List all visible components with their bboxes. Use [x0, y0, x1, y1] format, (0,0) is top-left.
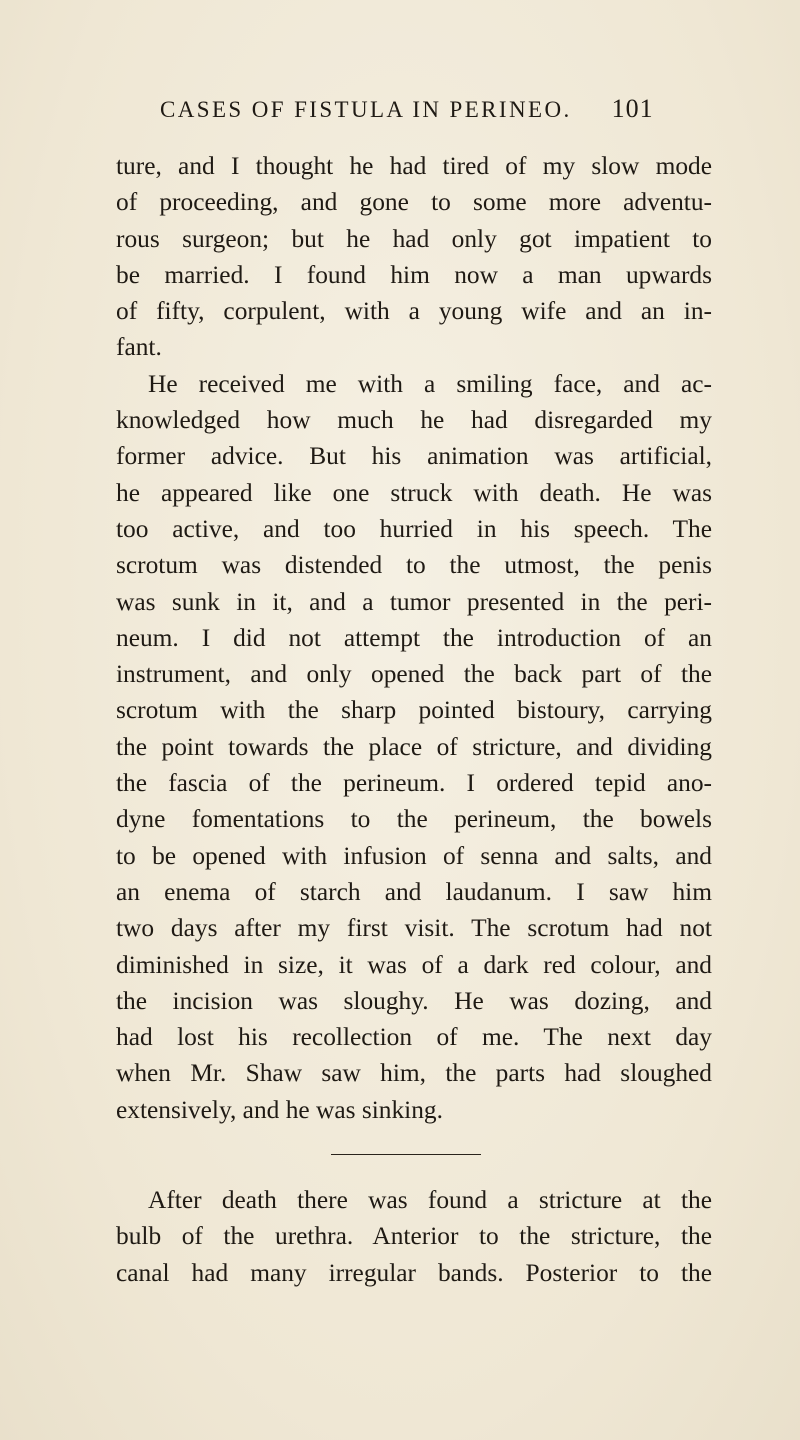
text-line: was sunk in it, and a tumor presented in the peri- — [116, 587, 712, 616]
text-line: extensively, and he was sinking. — [116, 1095, 443, 1124]
text-line: rous surgeon; but he had only got impatient to — [116, 224, 712, 253]
text-line: neum. I did not attempt the introduction of an — [116, 623, 712, 652]
paragraph-1 — [116, 148, 712, 366]
text-line: diminished in size, it was of a dark red colour, and — [116, 950, 712, 979]
text-line: had lost his recollection of me. The next day — [116, 1023, 712, 1052]
text-line: the incision was sloughy. He was dozing, and — [116, 986, 712, 1015]
text-line: fant. — [116, 333, 162, 362]
text-line: to be opened with infusion of senna and salts, and — [116, 841, 712, 870]
text-line: two days after my first visit. The scrotum had not — [116, 914, 712, 943]
text-line: ture, and I thought he had tired of my slow mode — [116, 152, 712, 180]
running-title: CASES OF FISTULA IN PERINEO. — [160, 97, 572, 122]
text-line: the point towards the place of stricture, and dividing — [116, 732, 712, 761]
text-line: too active, and too hurried in his speech. The — [116, 514, 712, 543]
text-line: of fifty, corpulent, with a young wife and an in- — [116, 297, 712, 326]
text-line: scrotum was distended to the utmost, the penis — [116, 551, 712, 580]
text-line: He received me with a smiling face, and ac- — [148, 369, 712, 398]
text-line: the fascia of the perineum. I ordered tepid ano- — [116, 769, 712, 798]
body-text — [116, 148, 712, 1291]
page-number: 101 — [611, 94, 654, 123]
text-line: instrument, and only opened the back part of the — [116, 660, 712, 689]
text-line: bulb of the urethra. Anterior to the stricture, the — [116, 1222, 712, 1251]
text-line: knowledged how much he had disregarded my — [116, 406, 712, 435]
text-line: be married. I found him now a man upwards — [116, 260, 712, 289]
text-line: he appeared like one struck with death. He was — [116, 478, 712, 507]
page-header — [160, 94, 720, 130]
paragraph-3 — [116, 1182, 712, 1291]
divider-rule — [331, 1154, 481, 1155]
text-line: former advice. But his animation was artificial, — [116, 442, 712, 471]
paragraph-2 — [116, 366, 712, 1128]
text-line: an enema of starch and laudanum. I saw him — [116, 877, 712, 906]
text-line: scrotum with the sharp pointed bistoury, carrying — [116, 696, 712, 725]
section-divider — [116, 1128, 712, 1182]
text-line: canal had many irregular bands. Posterior to the — [116, 1258, 712, 1287]
text-line: when Mr. Shaw saw him, the parts had sloughed — [116, 1059, 712, 1088]
text-line: dyne fomentations to the perineum, the bowels — [116, 805, 712, 834]
text-line: of proceeding, and gone to some more adventu- — [116, 188, 712, 217]
text-line: After death there was found a stricture at the — [148, 1186, 712, 1215]
